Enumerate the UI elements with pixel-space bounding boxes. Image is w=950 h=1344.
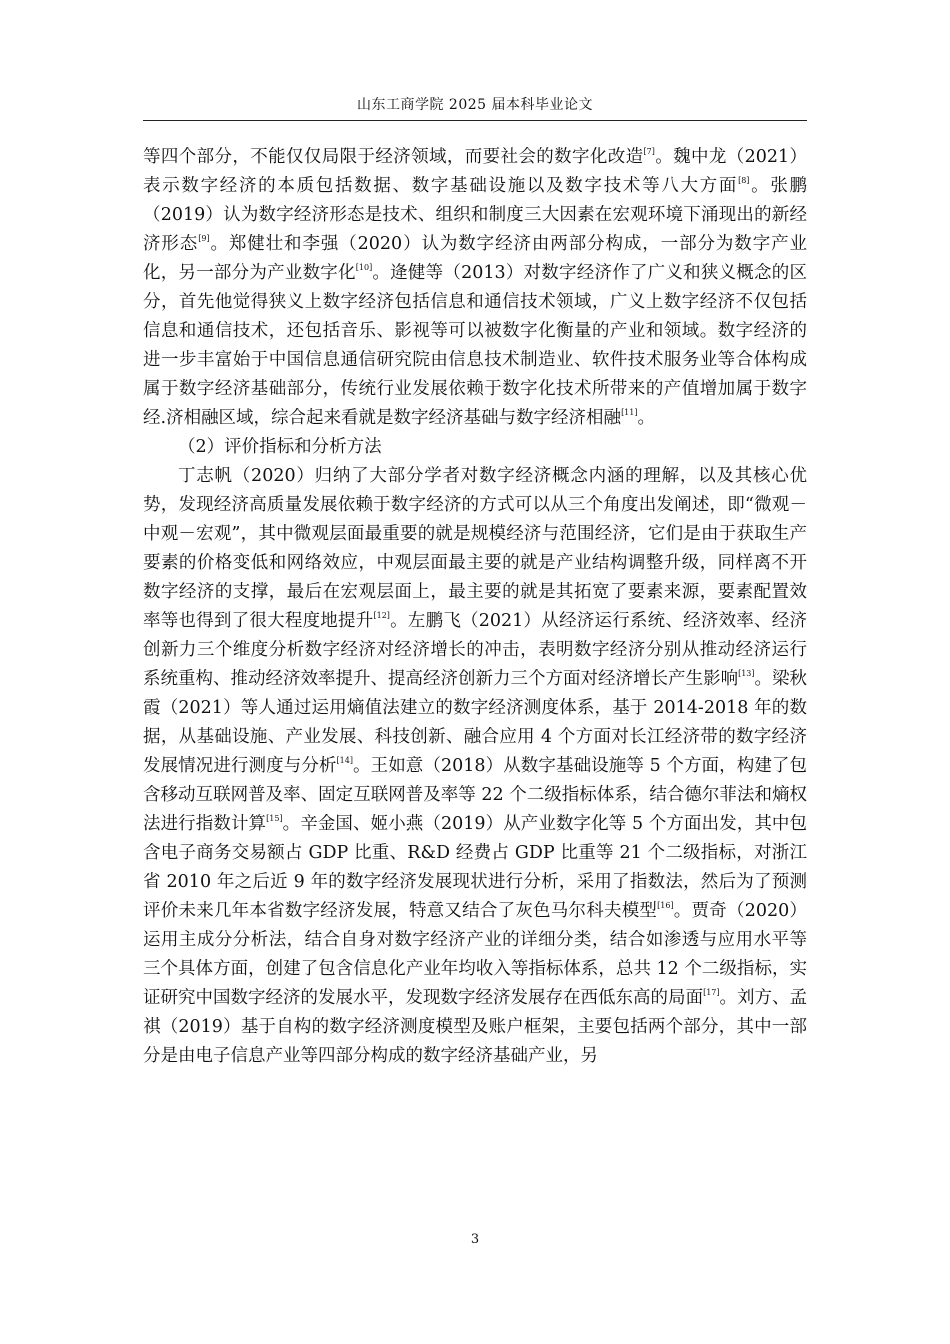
header-rule [143, 120, 807, 121]
section-heading: （2）评价指标和分析方法 [178, 437, 382, 457]
citation-marker: [8] [738, 176, 750, 185]
paragraph-1 [143, 143, 807, 433]
citation-marker: [10] [355, 263, 373, 272]
text-run: 。梁秋霞（2021）等人通过运用熵值法建立的数字经济测度体系，基于 2014-2018 年的数据，从基础设施、产业发展、科技创新、融合应用 4 个方面对长江经济带的数字经济发展情况进行测度与分析 [143, 669, 808, 776]
citation-marker: [16] [657, 901, 674, 910]
text-run: 等四个部分，不能仅仅局限于经济领域，而要社会的数字化改造 [143, 147, 644, 167]
citation-marker: [11] [621, 408, 638, 417]
paragraph-2 [143, 462, 807, 1071]
page-header: 山东工商学院 2025 届本科毕业论文 [356, 97, 594, 113]
citation-marker: [12] [373, 611, 390, 620]
text-run: 。辛金国、姬小燕（2019）从产业数字化等 5 个方面出发，其中包含电子商务交易额占 GDP 比重、R&D 经费占 GDP 比重等 21 个二级指标，对浙江省 2010 年之后近 9 年的数字经济发展现状进行分析，采用了指数法，然后为了预测评价未来几年本省数字经济发展，特意又结合了灰色马尔科夫模型 [143, 814, 807, 921]
citation-marker: [17] [703, 988, 720, 997]
citation-marker: [7] [643, 147, 655, 156]
text-run: 。左鹏飞（2021）从经济运行系统、经济效率、经济创新力三个维度分析数字经济对经济增长的冲击，表明数字经济分别从推动经济运行系统重构、推动经济效率提升、提高经济创新力三个方面对经济增长产生影响 [143, 611, 807, 689]
text-run: 。 [637, 408, 655, 428]
text-run: 。魏中龙（2021）表示数字经济的本质包括数据、数字基础设施以及数字技术等八大方面 [143, 147, 808, 196]
text-run: 。王如意（2018）从数字基础设施等 5 个方面，构建了包含移动互联网普及率、固定互联网普及率等 22 个二级指标体系，结合德尔菲法和熵权法进行指数计算 [143, 756, 808, 834]
text-run: 。刘方、孟祺（2019）基于自构的数字经济测度模型及账户框架，主要包括两个部分，其中一部分是由电子信息产业等四部分构成的数字经济基础产业，另 [143, 988, 808, 1066]
citation-marker: [9] [198, 234, 210, 243]
text-run: 。郑健壮和李强（2020）认为数字经济由两部分构成，一部分为数字产业化，另一部分为产业数字化 [143, 234, 807, 283]
text-run: 。张鹏（2019）认为数字经济形态是技术、组织和制度三大因素在宏观环境下涌现出的新经济形态 [143, 176, 808, 254]
citation-marker: [13] [738, 669, 755, 678]
text-run: 丁志帆（2020）归纳了大部分学者对数字经济概念内涵的理解，以及其核心优势，发现经济高质量发展依赖于数字经济的方式可以从三个角度出发阐述，即“微观－中观－宏观”，其中微观层面最重要的就是规模经济与范围经济，它们是由于获取生产要素的价格变低和网络效应，中观层面最主要的就是产业结构调整升级，同样离不开数字经济的支撑，最后在宏观层面上，最主要的就是其拓宽了要素来源，要素配置效率等也得到了很大程度地提升 [143, 466, 807, 631]
text-run: 。贾奇（2020）运用主成分分析法，结合自身对数字经济产业的详细分类，结合如渗透与应用水平等三个具体方面，创建了包含信息化产业年均收入等指标体系，总共 12 个二级指标，实证研究中国数字经济的发展水平，发现数字经济发展存在西低东高的局面 [143, 901, 807, 1008]
body-text [143, 143, 807, 1071]
citation-marker: [14] [336, 756, 353, 765]
page-number: 3 [470, 1232, 480, 1247]
text-run: 。逄健等（2013）对数字经济作了广义和狭义概念的区分，首先他觉得狭义上数字经济包括信息和通信技术领域，广义上数字经济不仅包括信息和通信技术，还包括音乐、影视等可以被数字化衡量的产业和领域。数字经济的进一步丰富始于中国信息通信研究院由信息技术制造业、软件技术服务业等合体构成属于数字经济基础部分，传统行业发展依赖于数字化技术所带来的产值增加属于数字经.济相融区域，综合起来看就是数字经济基础与数字经济相融 [143, 263, 807, 428]
citation-marker: [15] [266, 814, 283, 823]
